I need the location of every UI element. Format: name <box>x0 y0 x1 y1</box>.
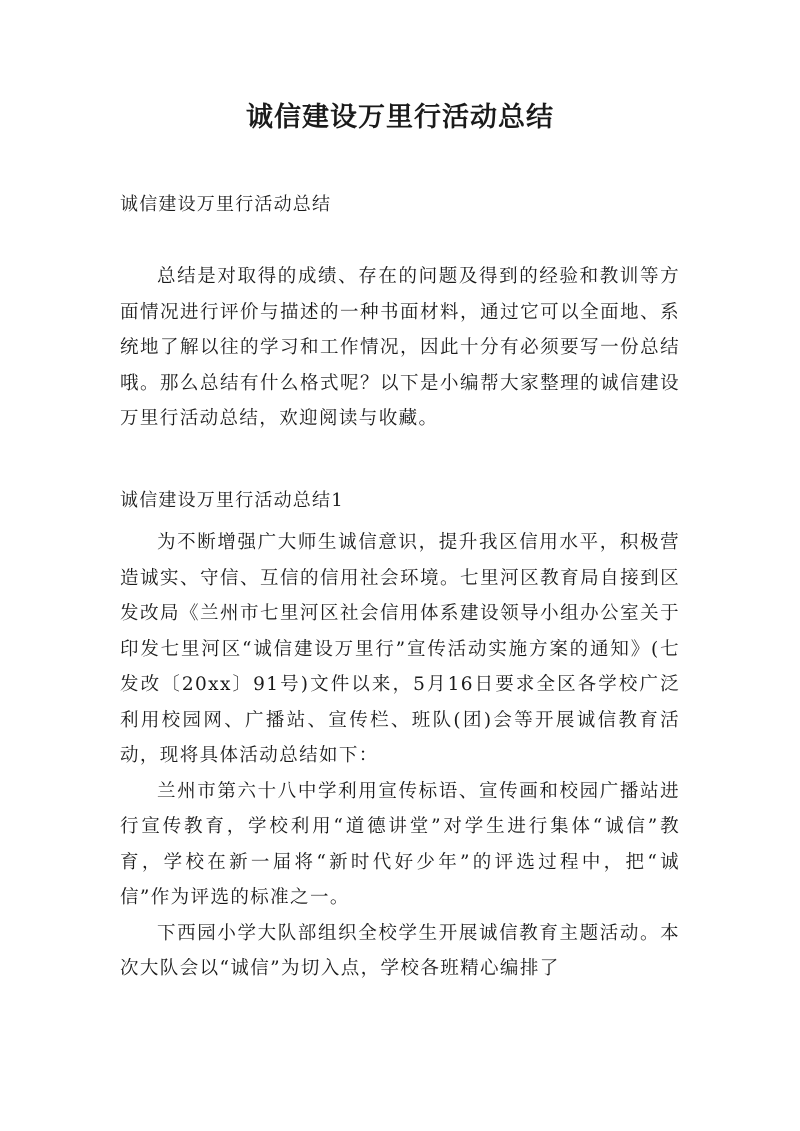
intro-block <box>120 259 680 437</box>
section-heading: 诚信建设万里行活动总结1 <box>120 490 344 511</box>
section-body <box>120 525 680 987</box>
intro-paragraph: 总结是对取得的成绩、存在的问题及得到的经验和教训等方面情况进行评价与描述的一种书面材料，通过它可以全面地、系统地了解以往的学习和工作情况，因此十分有必须要写一份总结哦。那么总结有什么格式呢？以下是小编帮大家整理的诚信建设万里行活动总结，欢迎阅读与收藏。 <box>120 266 680 429</box>
paragraph-1: 为不断增强广大师生诚信意识，提升我区信用水平，积极营造诚实、守信、互信的信用社会环境。七里河区教育局自接到区发改局《兰州市七里河区社会信用体系建设领导小组办公室关于印发七里河区“诚信建设万里行”宣传活动实施方案的通知》(七发改〔20xx〕91号)文件以来，5月16日要求全区各学校广泛利用校园网、广播站、宣传栏、班队(团)会等开展诚信教育活动，现将具体活动总结如下： <box>120 532 680 766</box>
document-title: 诚信建设万里行活动总结 <box>246 102 554 133</box>
paragraph-2: 兰州市第六十八中学利用宣传标语、宣传画和校园广播站进行宣传教育，学校利用“道德讲堂”对学生进行集体“诚信”教育，学校在新一届将“新时代好少年”的评选过程中，把“诚信”作为评选的标准之一。 <box>120 780 680 908</box>
paragraph-3: 下西园小学大队部组织全校学生开展诚信教育主题活动。本次大队会以“诚信”为切入点，学校各班精心编排了 <box>120 922 680 979</box>
document-subtitle: 诚信建设万里行活动总结 <box>120 194 332 215</box>
